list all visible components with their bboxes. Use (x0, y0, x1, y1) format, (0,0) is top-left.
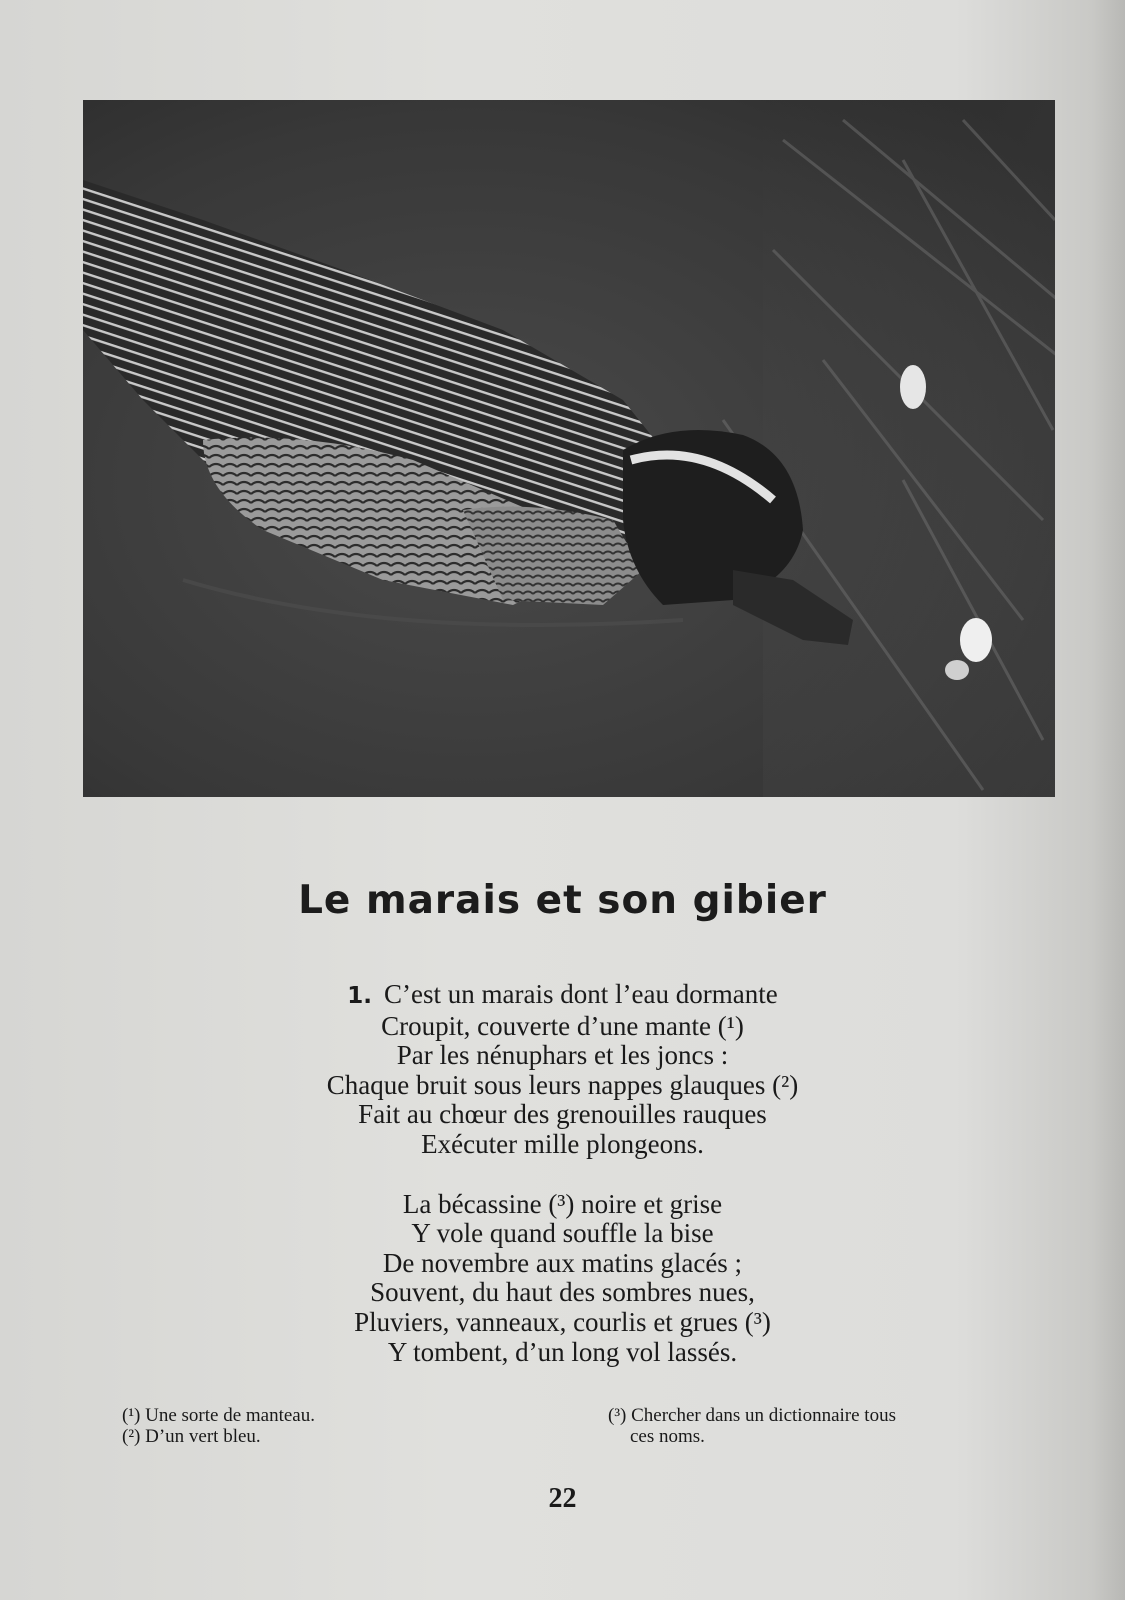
page-title: Le marais et son gibier (298, 878, 827, 923)
poem-line: Chaque bruit sous leurs nappes glauques (²) (326, 1069, 799, 1100)
poem-line: Fait au chœur des grenouilles rauques (358, 1099, 767, 1130)
poem-line: Y vole quand souffle la bise (411, 1218, 714, 1249)
poem-line: Souvent, du haut des sombres nues, (370, 1277, 755, 1308)
poem-line: Y tombent, d’un long vol lassés. (387, 1336, 738, 1367)
poem-line-text: C’est un marais dont l’eau dormante (384, 979, 778, 1009)
poem-line: Pluviers, vanneaux, courlis et grues (³) (354, 1306, 771, 1337)
poem (0, 980, 1125, 1367)
footnote: (²) D’un vert bleu. (122, 1426, 261, 1447)
poem-line: Exécuter mille plongeons. (421, 1128, 704, 1159)
poem-line: La bécassine (³) noire et grise (402, 1188, 723, 1219)
duck-photograph (83, 100, 1055, 797)
page-number: 22 (548, 1483, 577, 1514)
footnote-continuation: ces noms. (630, 1426, 705, 1447)
poem-line: Croupit, couverte d’une mante (¹) (381, 1010, 744, 1041)
stanza-1 (0, 980, 1125, 1160)
poem-line (0, 980, 1125, 1012)
stanza-2 (0, 1190, 1125, 1368)
stanza-number: 1. (347, 983, 373, 1009)
footnote: (³) Chercher dans un dictionnaire tous (608, 1405, 896, 1426)
footnotes-left (122, 1405, 552, 1447)
duck-illustration (83, 100, 1055, 797)
poem-line: De novembre aux matins glacés ; (382, 1247, 743, 1278)
poem-line: Par les nénuphars et les joncs : (396, 1040, 729, 1071)
footnotes-right (608, 1405, 1038, 1447)
footnote: (¹) Une sorte de manteau. (122, 1405, 315, 1426)
